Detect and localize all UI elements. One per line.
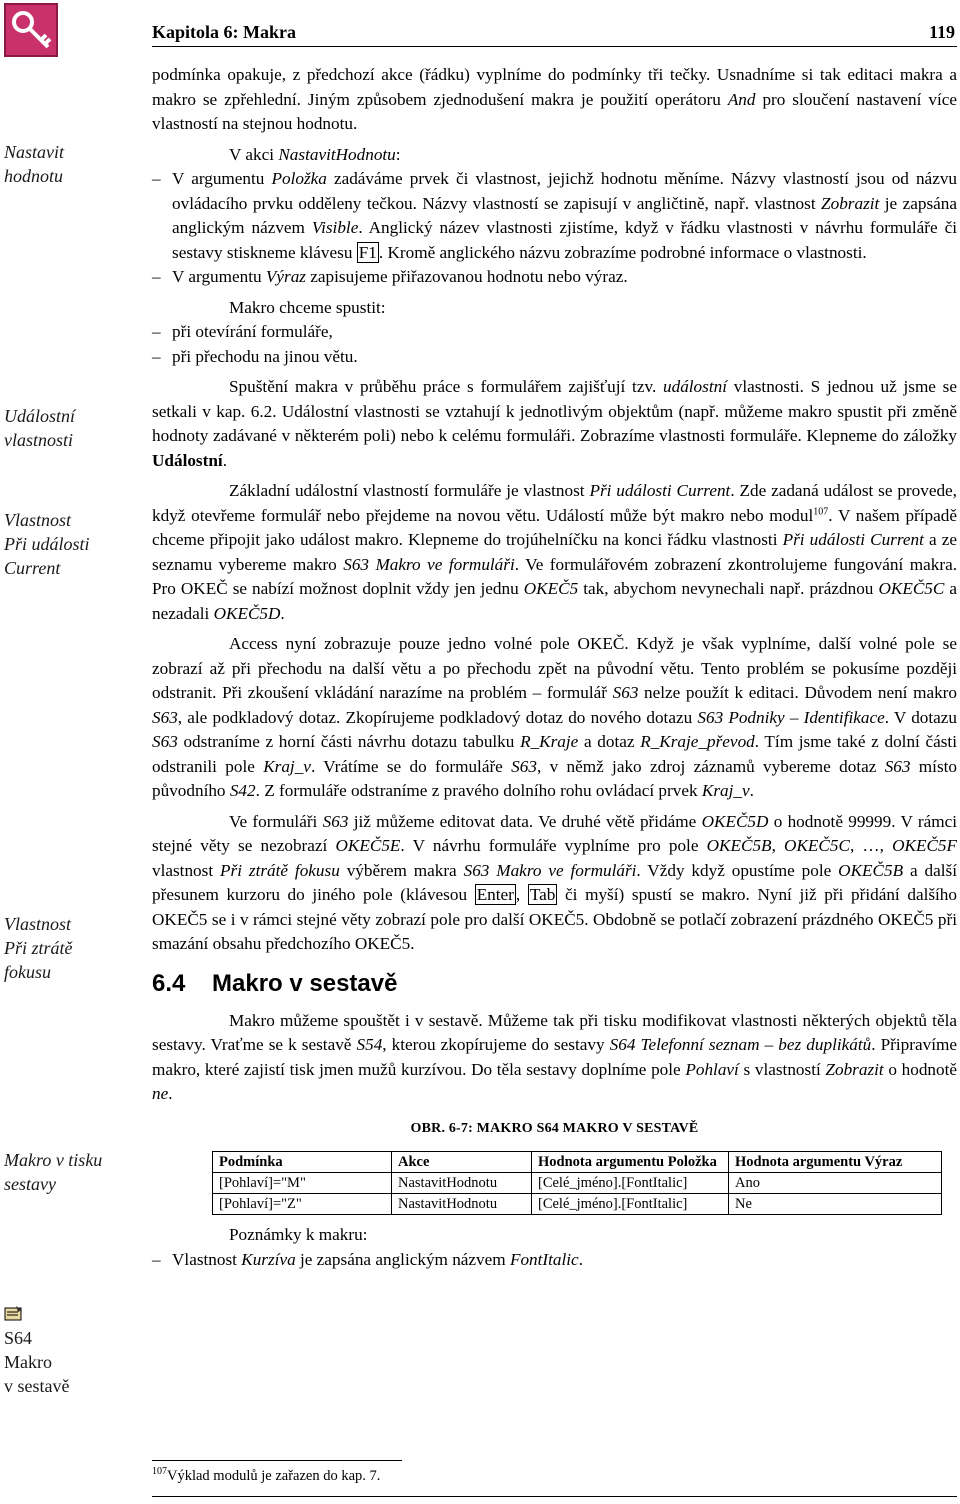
page-bottom-rule bbox=[152, 1496, 957, 1497]
paragraph: Access nyní zobrazuje pouze jedno volné pole OKEČ. Když je však vyplníme, další volné pole se zobrazí až při přechodu na další větu a po přechodu zpět na původní větu. Tento problém se pokusíme později odstranit. Při zkoušení vkládání narazíme na problém – formulář S63 nelze použít k editaci. Důvodem není makro S63, ale podkladový dotaz. Zkopírujeme podkladový dotaz do nového dotazu S63 Podniky – Identifikace. V dotazu S63 odstraníme z horní části návrhu dotazu tabulku R_Kraje a dotaz R_Kraje_převod. Tím jsme také z dolní části odstranili pole Kraj_v. Vrátíme se do formuláře S63, v němž jako zdroj záznamů vybereme dotaz S63 místo původního S42. Z formuláře odstraníme z pravého dolního rohu ovládací prvek Kraj_v. bbox=[152, 634, 958, 800]
table-row: [Pohlaví]="M" NastavitHodnotu [Celé_jméno].[FontItalic] Ano bbox=[213, 1173, 942, 1194]
paragraph: Makro chceme spustit: bbox=[229, 297, 386, 317]
paragraph: Ve formuláři S63 již můžeme editovat data. Ve druhé větě přidáme OKEČ5D o hodnotě 99999. V rámci stejné věty se nezobrazí OKEČ5E. V návrhu formuláře vyplníme pro pole OKEČ5B, OKEČ5C, …, OKEČ5F vlastnost Při ztrátě fokusu výběrem makra S63 Makro ve formuláři. Vždy když opustíme pole OKEČ5B a další přesunem kurzoru do jiného pole (klávesou Enter , Tab či myší) spustí se makro. Nyní již při přidání dalšího OKEČ5 se i v rámci stejné věty zobrazí pole pro další OKEČ5. Obdobně se potlačí zobrazení prázdného OKEČ5 při smazání obsahu předchozího OKEČ5. bbox=[152, 811, 958, 953]
section-heading: 6.4 Makro v sestavě bbox=[152, 969, 398, 997]
macro-icon bbox=[4, 1306, 24, 1322]
margin-note-s64-makro: S64 Makro v sestavě bbox=[4, 1328, 70, 1396]
tab-key: Tab bbox=[529, 885, 556, 904]
paragraph: V akci NastavitHodnotu: bbox=[229, 144, 401, 164]
list-item: – V argumentu Položka zadáváme prvek či vlastnost, jejichž hodnotu měníme. Názvy vlastností jsou od názvu ovládacího prvku odděleny tečkou. Názvy vlastností se zapisují v angličtině, např. vlastnost Zobrazit je zapsána anglickým názvem Visible. Anglický název vlastnosti zjistíme, když v řádku vlastnosti v návrhu formuláře či sestavy stiskneme klávesu F1 . Kromě anglického názvu zobrazíme podrobné informace o vlastnosti. bbox=[152, 167, 957, 265]
figure-caption: OBR. 6-7: MAKRO S64 MAKRO V SESTAVĚ bbox=[410, 1120, 699, 1136]
paragraph: Makro můžeme spouštět i v sestavě. Můžeme tak při tisku modifikovat vlastnosti některých objektů těla sestavy. Vraťme se k sestavě S54, kterou zkopírujeme do sestavy S64 Telefonní seznam – bez duplikátů. Připravíme makro, které zajistí tisk jmen mužů kurzívou. Do těla sestavy doplníme pole Pohlaví s vlastností Zobrazit o hodnotě ne. bbox=[152, 1010, 958, 1103]
page-number: 119 bbox=[928, 22, 955, 42]
list-item: – při přechodu na jinou větu. bbox=[152, 345, 957, 370]
key-icon bbox=[6, 5, 56, 55]
paragraph: Poznámky k makru: bbox=[229, 1225, 368, 1244]
margin-note-pri-udalosti-current: Vlastnost Při události Current bbox=[4, 510, 90, 578]
table-header-row: Podmínka Akce Hodnota argumentu Položka Hodnota argumentu Výraz bbox=[213, 1152, 942, 1173]
list-item: – při otevírání formuláře, bbox=[152, 320, 957, 345]
table-row: [Pohlaví]="Z" NastavitHodnotu [Celé_jméno].[FontItalic] Ne bbox=[213, 1194, 942, 1215]
margin-note-nastavit-hodnotu: Nastavit hodnotu bbox=[4, 142, 65, 186]
list-item: – Vlastnost Kurzíva je zapsána anglickým názvem FontItalic. bbox=[152, 1248, 957, 1273]
page-header bbox=[152, 22, 957, 47]
page-body bbox=[152, 63, 957, 1272]
list-item: – V argumentu Výraz zapisujeme přiřazovanou hodnotu nebo výraz. bbox=[152, 265, 957, 290]
paragraph: Základní událostní vlastností formuláře je vlastnost Při události Current. Zde zadaná událost se provede, když otevřeme formulář nebo přejdeme na novou větu. Událostí může být makro nebo modul$^{107}$. V našem případě chceme připojit jako událost makro. Klepneme do trojúhelníčku na konci řádku vlastnosti Při události Current a ze seznamu vybereme makro S63 Makro ve formuláři. Ve formulářovém zobrazení zkontrolujeme fungování makra. Pro OKEČ se nabízí možnost doplnit vždy jen jednu OKEČ5 tak, abychom nevynechali např. prázdnou OKEČ5C a nezadali OKEČ5D. bbox=[152, 481, 957, 623]
margin-note-pri-ztrate-fokusu: Vlastnost Při ztrátě fokusu bbox=[4, 914, 73, 982]
margin-note-makro-v-tisku: Makro v tisku sestavy bbox=[4, 1150, 103, 1194]
footnote: $^{107}$Výklad modulů je zařazen do kap. 7. bbox=[152, 1466, 381, 1484]
macro-table bbox=[212, 1151, 942, 1215]
enter-key: Enter bbox=[476, 885, 514, 904]
chapter-title: Kapitola 6: Makra bbox=[152, 22, 296, 42]
access-logo bbox=[4, 3, 58, 57]
f1-key: F1 bbox=[358, 242, 377, 262]
paragraph: Spuštění makra v průběhu práce s formulářem zajišťují tzv. událostní vlastnosti. S jednou už jsme se setkali v kap. 6.2. Událostní vlastnosti se vztahují k jednotlivým objektům (např. můžeme makro spustit při změně hodnoty zadávané v některém poli) nebo k celému formuláři. Zobrazíme vlastnosti formuláře. Klepneme do záložky Událostní. bbox=[152, 377, 958, 470]
footnote-divider bbox=[152, 1460, 402, 1461]
margin-note-udalostni-vlastnosti: Událostní vlastnosti bbox=[4, 406, 76, 450]
paragraph: podmínka opakuje, z předchozí akce (řádku) vyplníme do podmínky tři tečky. Usnadníme si tak editaci makra a makro se zpřehlední. Jiným způsobem zjednodušení makra je použití operátoru And pro sloučení nastavení více vlastností na stejnou hodnotu. bbox=[152, 65, 957, 133]
